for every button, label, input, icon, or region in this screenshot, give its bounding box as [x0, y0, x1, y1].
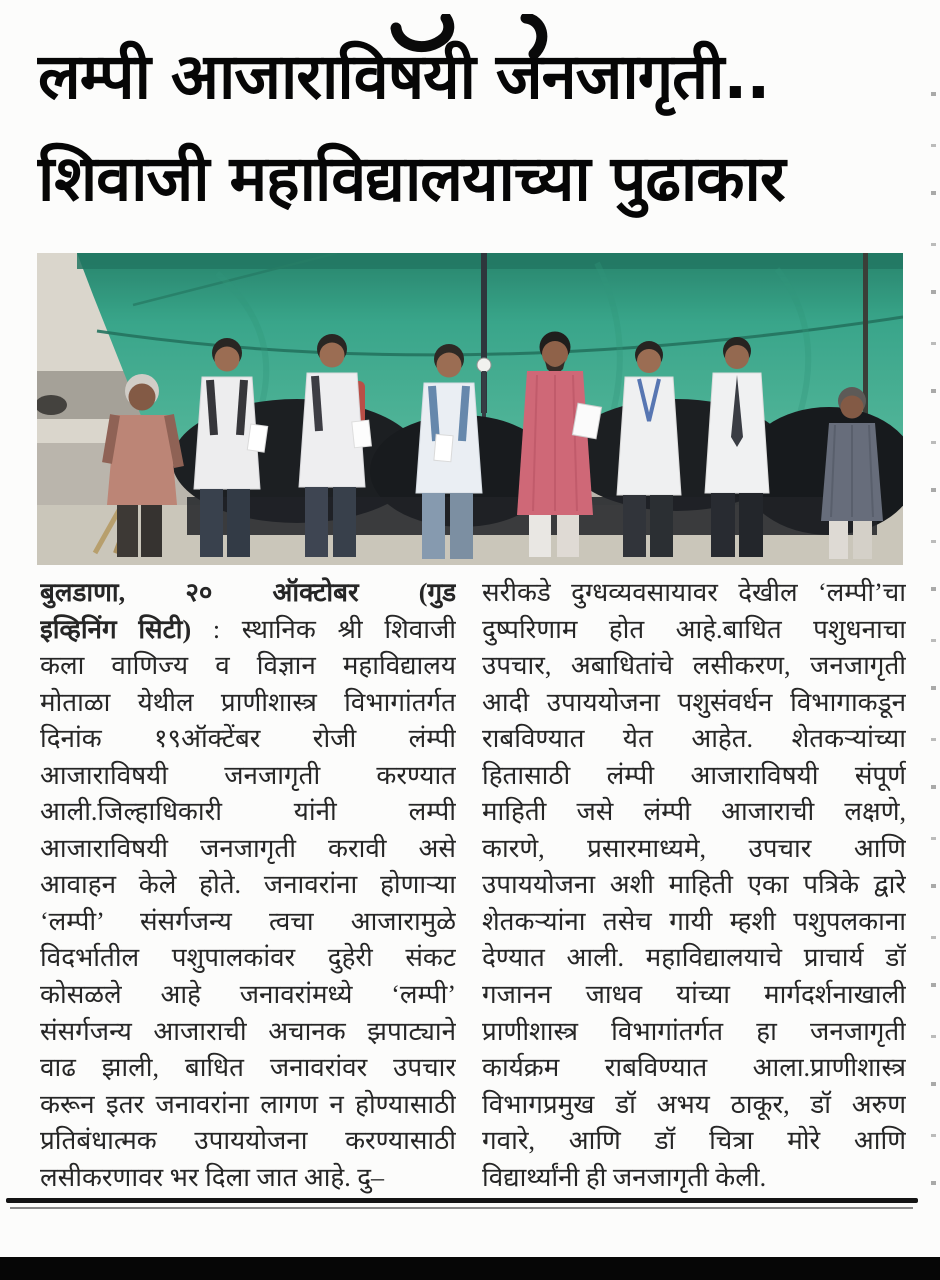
- article-line: करून इतर जनावरांना लागण न होण्यासाठी: [40, 1089, 456, 1119]
- article-line: दिनांक १९ऑक्टेंबर रोजी लंम्पी: [40, 724, 456, 754]
- bottom-rule: [6, 1198, 918, 1203]
- article-line: माहिती जसे लंम्पी आजाराची लक्षणे,: [482, 797, 906, 827]
- article-line: गजानन जाधव यांच्या मार्गदर्शनाखाली: [482, 980, 906, 1010]
- article-line: लसीकरणावर भर दिला जात आहे. दु–: [40, 1162, 385, 1192]
- article-line: उपाययोजना अशी माहिती एका पत्रिके द्वारे: [482, 870, 906, 900]
- bottom-rule-shadow: [10, 1207, 913, 1209]
- article-line: वाढ झाली, बाधित जनावरांवर उपचार: [40, 1053, 456, 1083]
- article-line: गवारे, आणि डॉ चित्रा मोरे आणि: [482, 1126, 906, 1156]
- headline: [38, 26, 918, 230]
- article-line: आली.जिल्हाधिकारी यांनी लम्पी: [40, 797, 456, 827]
- article-line: बुलडाणा, २० ऑक्टोबर (गुड: [40, 578, 456, 607]
- article-line: राबविण्यात येत आहेत. शेतकऱ्यांच्या: [482, 724, 906, 754]
- article-line: कला वाणिज्य व विज्ञान महाविद्यालय: [40, 651, 456, 681]
- article-line: आदी उपाययोजना पशुसंवर्धन विभागाकडून: [482, 687, 906, 717]
- news-photo: [37, 253, 903, 565]
- bottom-black-band: [0, 1257, 940, 1280]
- news-photo-illustration: [37, 253, 903, 565]
- article-line: संसर्गजन्य आजाराची अचानक झपाट्याने: [40, 1016, 456, 1046]
- article-line: विदर्भातील पशुपालकांवर दुहेरी संकट: [40, 943, 456, 973]
- article-line: शेतकऱ्यांना तसेच गायी म्हशी पशुपलकाना: [482, 906, 906, 936]
- article-line: विद्यार्थ्यांनी ही जनजागृती केली.: [482, 1162, 767, 1192]
- article-line: आजाराविषयी जनजागृती करावी असे: [40, 833, 456, 863]
- article-line: प्रतिबंधात्मक उपाययोजना करण्यासाठी: [40, 1126, 456, 1156]
- article-line: ‘लम्पी’ संसर्गजन्य त्वचा आजारामुळे: [40, 906, 456, 936]
- article-column-left: [40, 575, 456, 1196]
- headline-line-1: लम्पी आजाराविषयी जनजागृती..: [38, 40, 770, 113]
- article-line: कोसळले आहे जनावरांमध्ये ‘लम्पी’: [40, 980, 456, 1010]
- article-line: आजाराविषयी जनजागृती करण्यात: [40, 760, 456, 790]
- article-line: हितासाठी लंम्पी आजाराविषयी संपूर्ण: [482, 760, 906, 790]
- article-line: कार्यक्रम राबविण्यात आला.प्राणीशास्त्र: [482, 1053, 906, 1083]
- article-line: देण्यात आली. महाविद्यालयाचे प्राचार्य डॉ: [482, 943, 906, 973]
- article-line: प्राणीशास्त्र विभागांतर्गत हा जनजागृती: [482, 1016, 906, 1046]
- article-line: मोताळा येथील प्राणीशास्त्र विभागांतर्गत: [40, 687, 456, 717]
- article-line: सरीकडे दुग्धव्यवसायावर देखील ‘लम्पी’चा: [482, 578, 906, 607]
- article-line: इव्हिनिंग सिटी) : स्थानिक श्री शिवाजी: [40, 614, 456, 644]
- headline-line-2: शिवाजी महाविद्यालयाच्या पुढाकार: [38, 142, 785, 215]
- article-line: कारणे, प्रसारमाध्यमे, उपचार आणि: [482, 833, 906, 863]
- article-line: उपचार, अबाधितांचे लसीकरण, जनजागृती: [482, 651, 906, 681]
- article-line: आवाहन केले होते. जनावरांना होणाऱ्या: [40, 870, 456, 900]
- right-margin-cutoff-marks: [931, 48, 936, 1208]
- article-line: विभागप्रमुख डॉ अभय ठाकूर, डॉ अरुण: [482, 1089, 906, 1119]
- article-line: दुष्परिणाम होत आहे.बाधित पशुधनाचा: [482, 614, 906, 644]
- article-column-right: [482, 575, 906, 1196]
